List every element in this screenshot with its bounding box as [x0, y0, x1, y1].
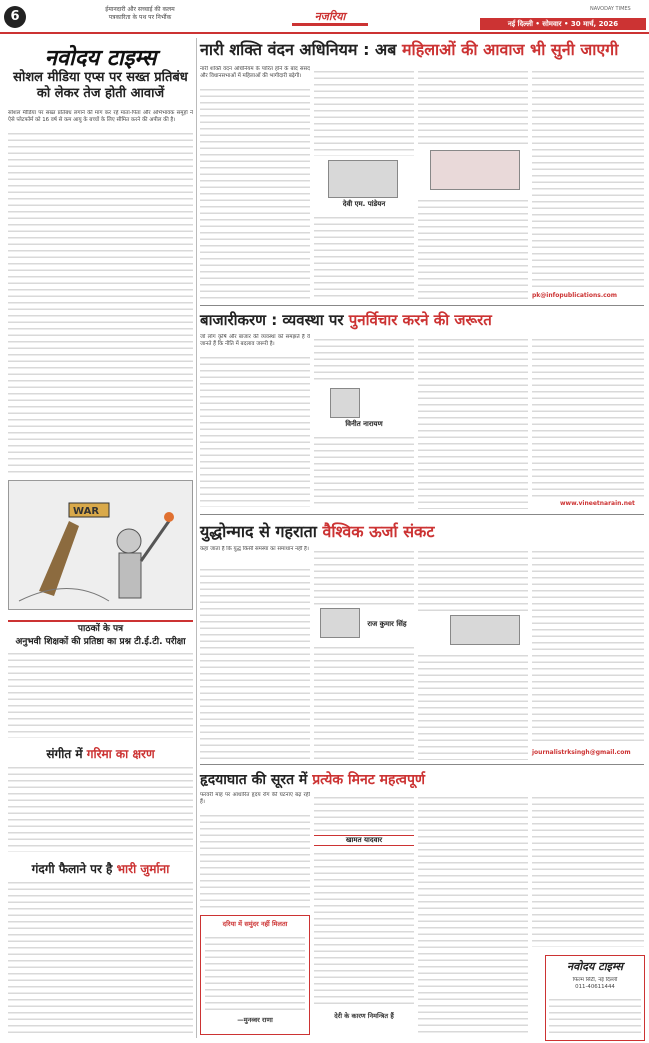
story4-col2	[314, 792, 414, 832]
story2-headline-part1: बाजारीकरण : व्यवस्था पर	[200, 311, 344, 329]
story2-author-photo	[330, 388, 360, 418]
divider	[200, 514, 644, 515]
story4-col4	[418, 792, 528, 1037]
story3-headline-part2: वैश्विक ऊर्जा संकट	[322, 522, 435, 541]
author-photo	[328, 160, 398, 198]
poem-box	[200, 915, 310, 1035]
letter-2-title	[8, 745, 193, 762]
slogan-line-2: पत्रकारिता के पथ पर निर्भीक	[108, 14, 172, 21]
main-story-col4	[418, 66, 528, 146]
story2-headline	[200, 310, 644, 330]
story3-photo	[450, 615, 520, 645]
story3-col4	[418, 546, 528, 611]
left-story-lead: सोशल मीडिया पर सख्त प्रतिबंध लगाने की मांग कर रहे माता-पिता और अभिभावक समूहों ने ऐसे प्लेटफॉर्म को 16 वर्ष से कम आयु के बच्चों के लिए सीमित करने की अपील की है।	[8, 110, 193, 124]
story2-website: www.vineetnarain.net	[560, 500, 635, 507]
main-headline-part2: महिलाओं की आवाज भी सुनी जाएगी	[401, 40, 619, 59]
letter-3-title	[8, 860, 193, 877]
story4-col5	[532, 792, 644, 947]
date-line: नई दिल्ली • सोमवार • 30 मार्च, 2026	[480, 18, 646, 30]
slogan-line-1: ईमानदारी और सच्चाई की कलम	[105, 6, 175, 13]
poem-title: दरिया में समुंदर नहीं मिलता	[222, 920, 288, 928]
story4-headline-part2: प्रत्येक मिनट महत्वपूर्ण	[312, 772, 426, 788]
masthead: नवोदय टाइम्स	[44, 45, 157, 71]
story3-author: राज कुमार सिंह	[367, 620, 407, 628]
main-story-col2	[314, 66, 414, 156]
story3-col2	[314, 546, 414, 606]
story4-col1	[200, 810, 310, 910]
column-divider	[196, 38, 197, 1038]
main-story-col1	[200, 84, 310, 299]
main-story-headline	[200, 38, 644, 62]
story2-col2	[314, 334, 414, 384]
letters-section-title: पाठकों के पत्र	[8, 620, 193, 634]
story3-headline-part1: युद्धोन्माद से गहराता	[200, 522, 317, 541]
main-story-col3	[314, 212, 414, 300]
footer-address: फिल्म सिटी, नई दिल्ली	[572, 977, 618, 983]
footer-paper-name: नवोदय टाइम्स	[567, 960, 623, 973]
story2-col4	[418, 334, 528, 509]
pc-title: देरी के कारण निमन्त्रित हैं	[334, 1012, 394, 1020]
story4-lead: फरवरी माह पर आधारित हृदय रोग की घटनाएं बढ़ रही हैं।	[200, 792, 310, 806]
svg-text:WAR: WAR	[73, 506, 100, 517]
divider	[200, 764, 644, 765]
main-story-col5	[418, 195, 528, 300]
story3-col6	[532, 546, 644, 746]
letter-3-body	[8, 877, 193, 1037]
story2-author: विनीत नारायण	[345, 420, 383, 428]
letter-1-body	[8, 648, 193, 738]
letter-3-title-part2: भारी जुर्माना	[116, 862, 170, 876]
main-headline-part1: नारी शक्ति वंदन अधिनियम : अब	[200, 40, 397, 59]
letter-3-title-part1: गंदगी फैलाने पर है	[31, 862, 113, 876]
left-story-headline: सोशल मीडिया एप्स पर सख्त प्रतिबंध को लेकर तेज होती आवाजें	[13, 70, 188, 101]
left-story-body	[8, 128, 193, 473]
women-parliament-image	[430, 150, 520, 190]
main-story-author: देवी एम. पांडेयन	[342, 200, 386, 208]
poem-body	[205, 932, 305, 1012]
story4-author: खामत यादवार	[314, 835, 414, 846]
letter-2-title-part1: संगीत में	[46, 747, 83, 761]
edition-label: NAVODAY TIMES	[590, 6, 631, 12]
poem-author: —मुनव्वर राणा	[237, 1016, 273, 1024]
story4-headline-part1: हृदयाघात की सूरत में	[200, 772, 308, 788]
story2-headline-part2: पुनर्विचार करने की जरूरत	[348, 311, 492, 329]
story3-col5	[418, 650, 528, 760]
page-number: 6	[4, 6, 26, 28]
cartoon-image	[8, 480, 193, 610]
main-story-lead: नारी शक्ति वंदन अधिनियम के पारित होने के बाद संसद और विधानसभाओं में महिलाओं की भागीदारी बढ़ेगी।	[200, 66, 310, 80]
story2-lead: जो लोग कृषि और बाजार की व्यवस्था को समझते हैं वे जानते हैं कि नीति में बदलाव जरूरी है।	[200, 334, 310, 348]
story3-headline	[200, 520, 644, 542]
war-cartoon-icon	[9, 481, 193, 610]
main-story-col6	[532, 66, 644, 291]
divider	[200, 305, 644, 306]
story3-lead: कहा जाता है कि युद्ध किसी समस्या का समाधान नहीं है।	[200, 546, 309, 552]
story2-col1	[200, 352, 310, 507]
letter-2-body	[8, 762, 193, 852]
footer-phone: 011-40611444	[575, 984, 615, 991]
story4-headline	[200, 770, 644, 789]
story4-col3	[314, 848, 414, 1008]
footer-details	[549, 994, 641, 1034]
letter-2-title-part2: गरिमा का क्षरण	[86, 747, 155, 761]
story3-author-photo	[320, 608, 360, 638]
story2-col5	[532, 334, 644, 499]
header-slogan	[60, 6, 220, 22]
publisher-box	[545, 955, 645, 1041]
story3-col3	[314, 642, 414, 759]
main-story-website: pk@infopublications.com	[532, 292, 618, 299]
story2-col3	[314, 432, 414, 507]
letter-1-title: अनुभवी शिक्षकों की प्रतिष्ठा का प्रश्न टी.ई.टी. परीक्षा	[15, 637, 186, 647]
section-title: नजरिया	[292, 8, 368, 26]
story3-col1	[200, 564, 310, 759]
story3-website: journalistrksingh@gmail.com	[532, 749, 631, 756]
